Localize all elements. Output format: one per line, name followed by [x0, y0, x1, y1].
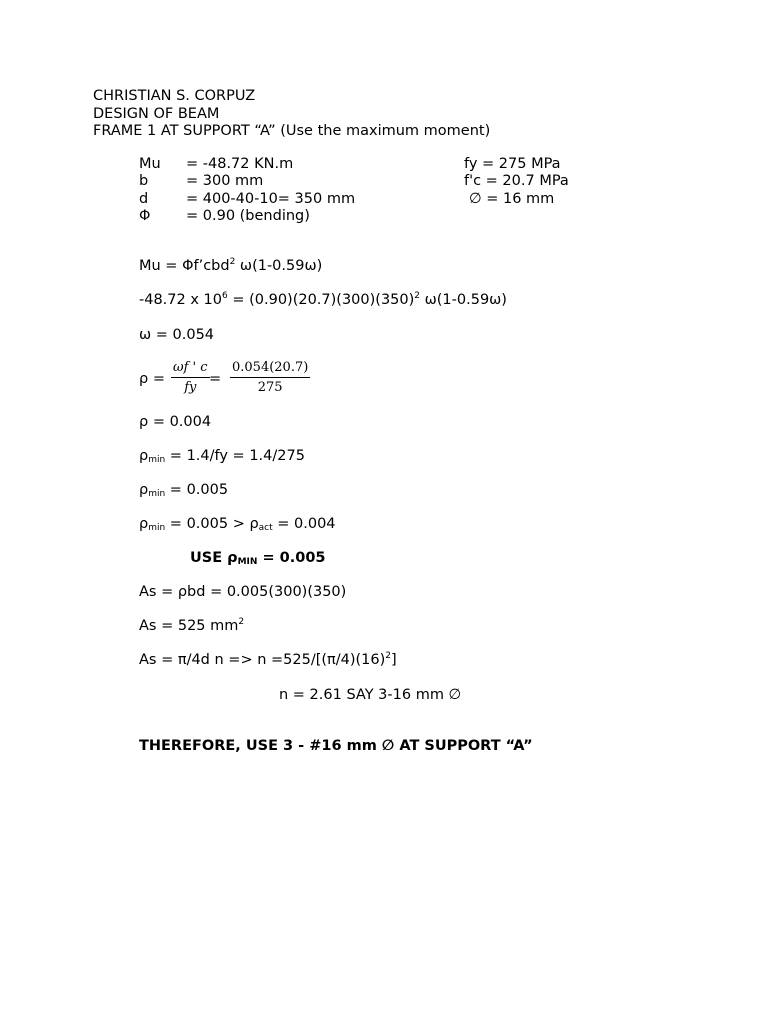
frame-heading: FRAME 1 AT SUPPORT “A” (Use the maximum moment) [93, 123, 491, 139]
b-value: = 300 mm [186, 173, 264, 189]
steel-area-result: As = 525 $mm^2$ [139, 617, 245, 634]
omega-result: ω = 0.054 [139, 327, 215, 343]
rho-lhs: ρ = [139, 371, 165, 387]
rho-equals: = [209, 371, 222, 387]
author-name: CHRISTIAN S. CORPUZ [93, 88, 256, 104]
rho-denominator-symbolic: fy [184, 380, 197, 395]
rho-result: ρ = 0.004 [139, 414, 212, 430]
phi-value: = 0.90 (bending) [186, 208, 310, 224]
mu-symbol: Mu [139, 156, 161, 172]
fc-value: f'c = 20.7 MPa [464, 173, 569, 189]
phi-symbol: Φ [139, 208, 151, 224]
d-symbol: d [139, 191, 149, 207]
d-value: = 400-40-10= 350 mm [186, 191, 356, 207]
bar-count-formula: As = π/4d $n => n =525/[(\pi/4)(16)^2]$ [139, 651, 397, 668]
steel-area-formula: As = ρbd = 0.005(300)(350) [139, 584, 347, 600]
moment-substitution: -48.72 x $10^6 = (0.90)(20.7)(300)(350)^2$ ω(1-0.59ω) [139, 291, 507, 308]
mu-value: = -48.72 KN.m [186, 156, 294, 172]
rho-numerator-numeric: 0.054(20.7) [230, 360, 310, 378]
rho-min-formula: $\rho_{min} = 1.4/fy = 1.4/275$ [139, 448, 305, 465]
bar-diameter-value: ∅ = 16 mm [469, 191, 555, 207]
rho-denominator-numeric: 275 [257, 380, 283, 395]
use-rho-min: USE $\rho_{MIN} = 0.005$ [190, 550, 326, 567]
conclusion: THEREFORE, USE 3 - #16 mm ∅ AT SUPPORT “A” [139, 738, 533, 754]
b-symbol: b [139, 173, 149, 189]
bar-count-result: n = 2.61 SAY 3-16 mm ∅ [279, 687, 462, 703]
rho-numerator-symbolic: ωf ' c [171, 360, 210, 378]
rho-comparison: $\rho_{min} = 0.005 > \rho_{act} = 0.004$ [139, 516, 336, 533]
rho-fraction-numeric [230, 360, 310, 395]
moment-equation: Mu = Φf’cbd$^2$ ω(1-0.59ω) [139, 257, 323, 274]
rho-min-result: $\rho_{min} = 0.005$ [139, 482, 229, 499]
rho-fraction-symbolic [171, 360, 210, 395]
document-subject: DESIGN OF BEAM [93, 106, 220, 122]
fy-value: fy = 275 MPa [464, 156, 561, 172]
